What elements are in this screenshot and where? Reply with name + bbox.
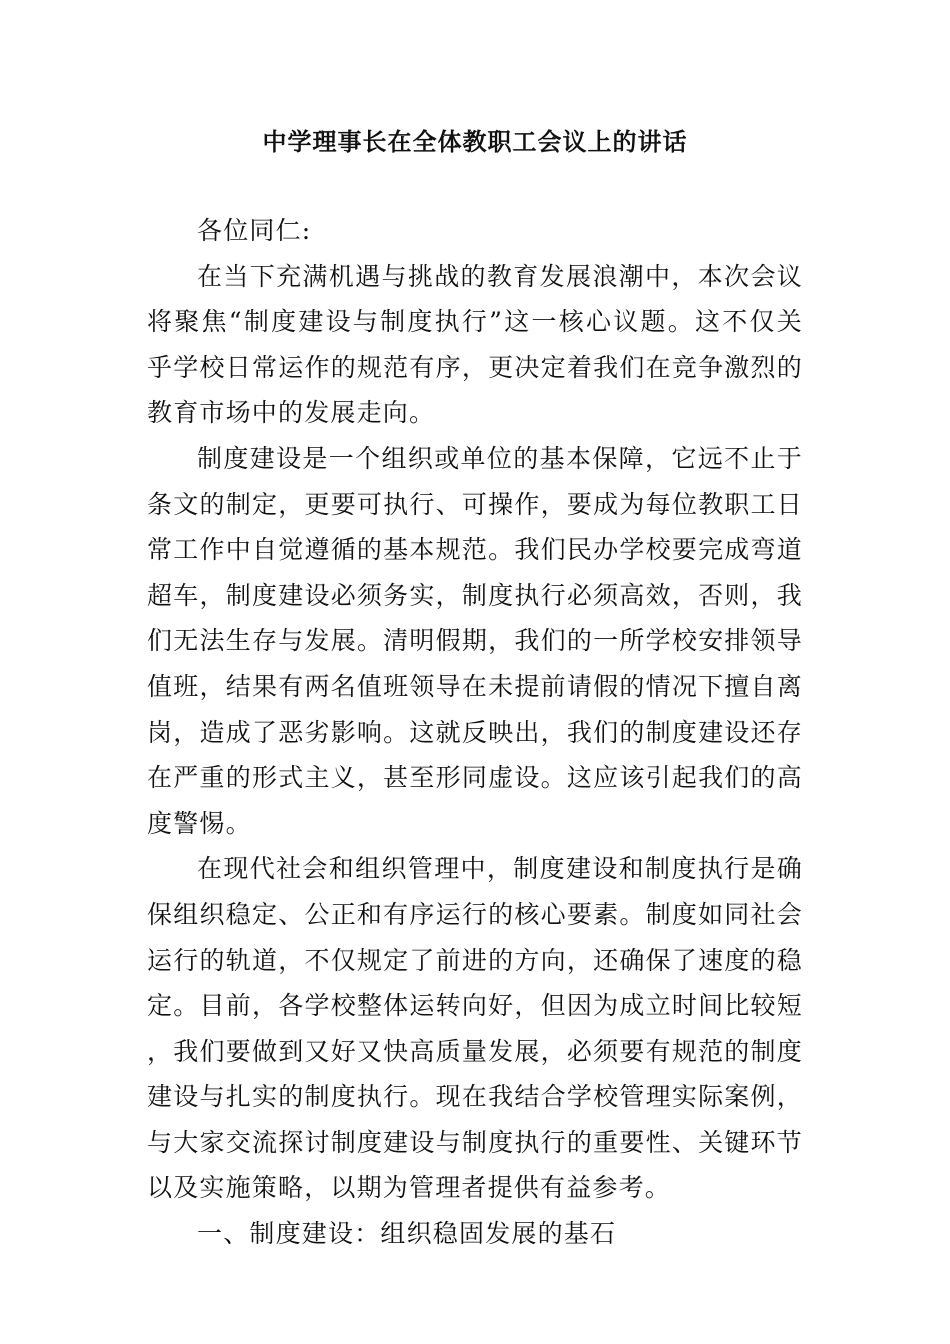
- document-title: 中学理事长在全体教职工会议上的讲话: [262, 128, 688, 156]
- paragraph-3: 在现代社会和组织管理中，制度建设和制度执行是确保组织稳定、公正和有序运行的核心要素。制度如同社会运行的轨道，不仅规定了前进的方向，还确保了速度的稳定。目前，各学校整体运转向好，但因为成立时间比较短，我们要做到又好又快高质量发展，必须要有规范的制度建设与扎实的制度执行。现在我结合学校管理实际案例，与大家交流探讨制度建设与制度执行的重要性、关键环节以及实施策略，以期为管理者提供有益参考。: [147, 854, 803, 1203]
- paragraph-2: 制度建设是一个组织或单位的基本保障，它远不止于条文的制定，更要可执行、可操作，要成为每位教职工日常工作中自觉遵循的基本规范。我们民办学校要完成弯道超车，制度建设必须务实，制度执行必须高效，否则，我们无法生存与发展。清明假期，我们的一所学校安排领导值班，结果有两名值班领导在未提前请假的情况下擅自离岗，造成了恶劣影响。这就反映出，我们的制度建设还存在严重的形式主义，甚至形同虚设。这应该引起我们的高度警惕。: [147, 443, 803, 838]
- section-heading: 一、制度建设：组织稳固发展的基石: [197, 1219, 617, 1249]
- paragraph-1: 在当下充满机遇与挑战的教育发展浪潮中，本次会议将聚焦“制度建设与制度执行”这一核心议题。这不仅关乎学校日常运作的规范有序，更决定着我们在竞争激烈的教育市场中的发展走向。: [147, 261, 803, 428]
- document-body: [147, 208, 803, 1257]
- salutation: 各位同仁:: [197, 216, 312, 245]
